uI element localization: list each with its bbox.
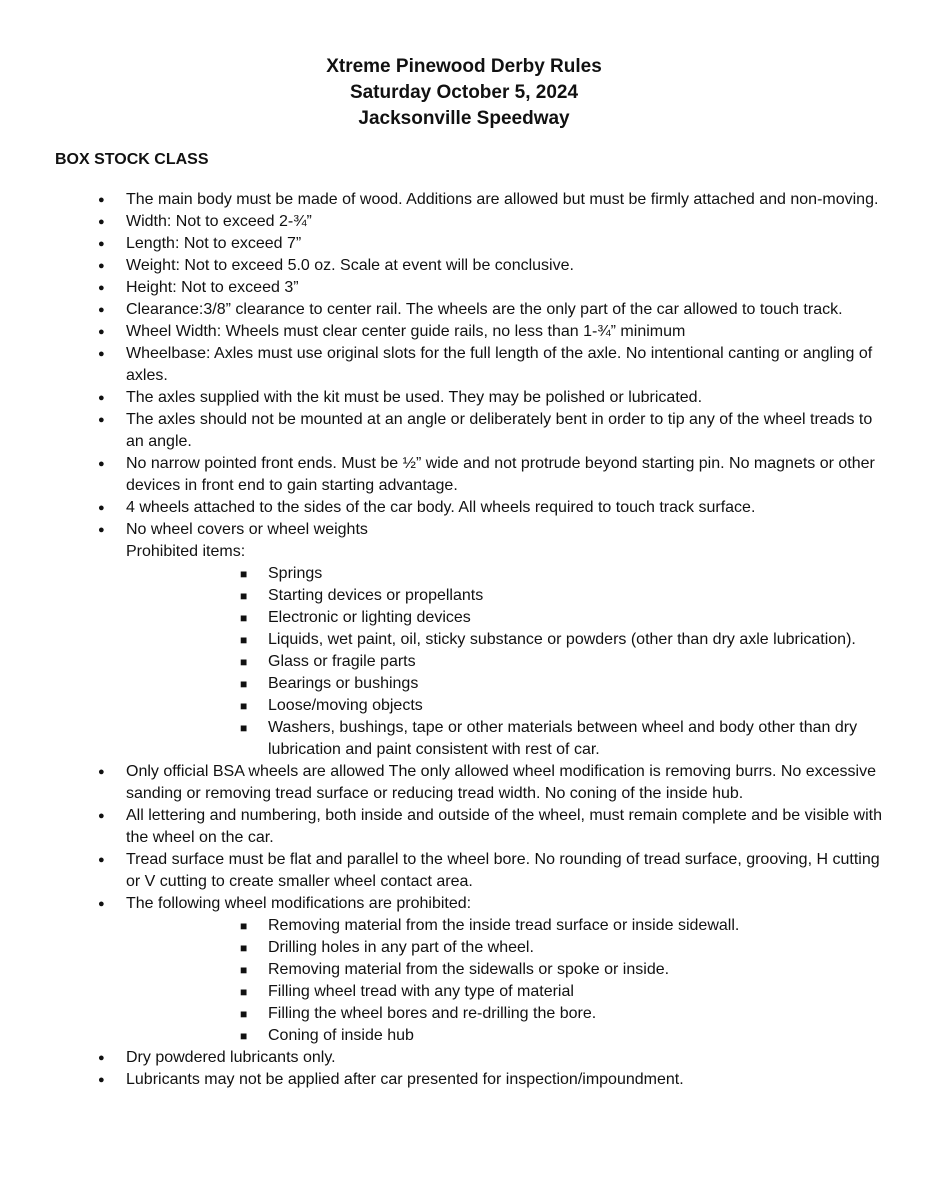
rule-item: ● All lettering and numbering, both inside and outside of the wheel, must remain complete and be visible with the wheel on the car. [0, 805, 886, 849]
rules-list [0, 189, 928, 1091]
wheel-mod-item: ■ Filling wheel tread with any type of material [0, 981, 868, 1003]
rule-item: ● Weight: Not to exceed 5.0 oz. Scale at event will be conclusive. [0, 255, 886, 277]
event-date: Saturday October 5, 2024 [349, 82, 579, 103]
rule-item: ● Tread surface must be flat and parallel to the wheel bore. No rounding of tread surface, grooving, H cutting or V cutting to create smaller wheel contact area. [0, 849, 886, 893]
rule-item: ● Dry powdered lubricants only. [0, 1047, 886, 1069]
wheel-mod-item: ■ Removing material from the sidewalls or spoke or inside. [0, 959, 868, 981]
wheel-mod-item: ■ Drilling holes in any part of the wheel. [0, 937, 868, 959]
prohibited-item: ■ Loose/moving objects [0, 695, 868, 717]
rule-item: ● Only official BSA wheels are allowed The only allowed wheel modification is removing burrs. No excessive sanding or removing tread surface or reducing tread width. No coning of the inside hub. [0, 761, 886, 805]
rule-item: ● Lubricants may not be applied after car presented for inspection/impoundment. [0, 1069, 886, 1091]
rule-item: ● The following wheel modifications are prohibited: [0, 893, 886, 915]
rule-item: ● The main body must be made of wood. Additions are allowed but must be firmly attached and non-moving. [0, 189, 886, 211]
prohibited-item: ■ Starting devices or propellants [0, 585, 868, 607]
rule-item: ● The axles supplied with the kit must be used. They may be polished or lubricated. [0, 387, 886, 409]
wheel-mod-item: ■ Filling the wheel bores and re-drilling the bore. [0, 1003, 868, 1025]
section-heading: BOX STOCK CLASS [55, 151, 209, 168]
wheel-mod-item: ■ Removing material from the inside tread surface or inside sidewall. [0, 915, 868, 937]
prohibited-item: ■ Electronic or lighting devices [0, 607, 868, 629]
title-block [0, 54, 928, 132]
rule-item: ● The axles should not be mounted at an angle or deliberately bent in order to tip any of the wheel treads to an angle. [0, 409, 886, 453]
prohibited-item: ■ Springs [0, 563, 868, 585]
rule-item: ● Wheelbase: Axles must use original slots for the full length of the axle. No intentional canting or angling of axles. [0, 343, 886, 387]
prohibited-item: ■ Glass or fragile parts [0, 651, 868, 673]
event-venue: Jacksonville Speedway [358, 108, 570, 129]
rule-item: ● No wheel covers or wheel weights [0, 519, 886, 541]
rule-item: ● Width: Not to exceed 2-¾” [0, 211, 886, 233]
rule-item: ● Clearance:3/8” clearance to center rail. The wheels are the only part of the car allowed to touch track. [0, 299, 886, 321]
rule-item: ● Wheel Width: Wheels must clear center guide rails, no less than 1-¾” minimum [0, 321, 886, 343]
prohibited-items-label: Prohibited items: [126, 543, 246, 560]
rule-item: ● No narrow pointed front ends. Must be ½” wide and not protrude beyond starting pin. No magnets or other devices in front end to gain starting advantage. [0, 453, 886, 497]
rule-item: ● 4 wheels attached to the sides of the car body. All wheels required to touch track surface. [0, 497, 886, 519]
rule-item: ● Height: Not to exceed 3” [0, 277, 886, 299]
prohibited-item: ■ Bearings or bushings [0, 673, 868, 695]
prohibited-item: ■ Liquids, wet paint, oil, sticky substance or powders (other than dry axle lubrication). [0, 629, 868, 651]
wheel-mod-item: ■ Coning of inside hub [0, 1025, 868, 1047]
document-title: Xtreme Pinewood Derby Rules [326, 56, 602, 77]
prohibited-item: ■ Washers, bushings, tape or other materials between wheel and body other than dry lubrication and paint consistent with rest of car. [0, 717, 868, 761]
rule-item: ● Length: Not to exceed 7” [0, 233, 886, 255]
